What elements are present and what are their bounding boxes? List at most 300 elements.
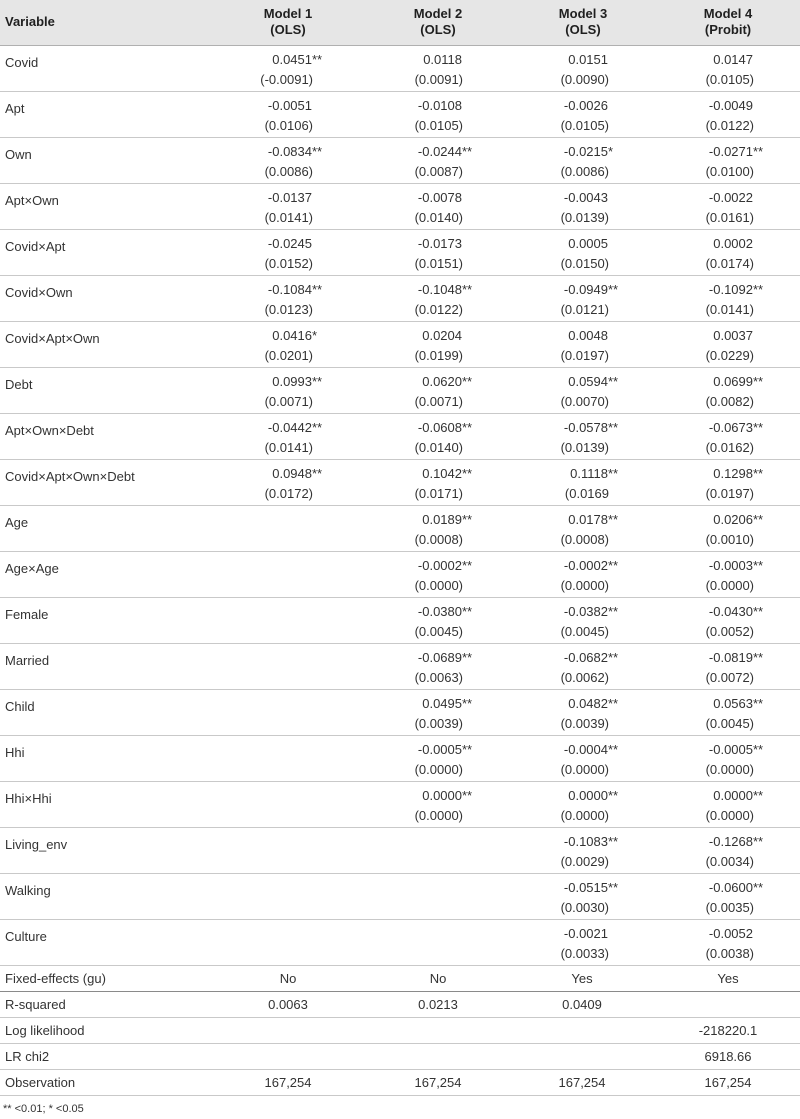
significance-stars: ** [312,466,323,481]
estimate-cell [250,328,325,364]
variable-label: Culture [5,929,47,944]
standard-error: (0.0199) [414,348,463,363]
coefficient [691,420,766,436]
coefficient-value: -0.0515 [563,880,608,895]
estimate-cell [250,282,325,318]
standard-error: (0.0087) [414,164,463,179]
estimate-cell [691,834,766,870]
standard-error: (0.0038) [705,946,754,961]
significance-stars: ** [312,374,323,389]
standard-error: (0.0010) [705,532,754,547]
coefficient [546,282,621,298]
standard-error: (0.0105) [560,118,609,133]
significance-stars: * [312,328,318,343]
coefficient-value: 0.0000 [422,788,462,803]
variable-label: Female [5,607,49,622]
standard-error: (0.0140) [414,210,463,225]
estimate-cell [691,466,766,502]
estimate-cell [250,374,325,410]
coefficient-value: 0.0416 [272,328,312,343]
footnote: ** <0.01; * <0.05 [3,1103,84,1115]
coefficient-value: -0.0215 [563,144,608,159]
significance-stars: ** [753,282,764,297]
coefficient [250,98,325,114]
table-row [0,552,800,598]
estimate-cell [250,144,325,180]
estimate-cell [400,52,475,88]
standard-error: (0.0030) [560,900,609,915]
coefficient [691,144,766,160]
variable-label: Own [5,147,32,162]
standard-error: (0.0229) [705,348,754,363]
coefficient-value: 0.0005 [568,236,608,251]
model-4-header [658,6,798,38]
variable-label: Apt×Own×Debt [5,423,94,438]
estimate-cell [400,696,475,732]
estimate-cell [546,374,621,410]
coefficient [400,604,475,620]
table-row [0,828,800,874]
variable-label: Age×Age [5,561,59,576]
model-4-name: Model 4 [703,6,753,21]
estimate-cell [250,52,325,88]
significance-stars: ** [753,880,764,895]
table-row [0,506,800,552]
significance-stars: ** [462,650,473,665]
standard-error: (0.0063) [414,670,463,685]
standard-error: (0.0000) [414,578,463,593]
coefficient-value: -0.0834 [267,144,312,159]
standard-error: (0.0139) [560,210,609,225]
coefficient-value: -0.0021 [563,926,608,941]
coefficient [400,420,475,436]
significance-stars: ** [608,742,619,757]
coefficient [250,420,325,436]
coefficient [691,880,766,896]
summary-value: 167,254 [264,1075,312,1090]
summary-value: No [429,971,447,986]
coefficient-value: -0.0600 [708,880,753,895]
standard-error: (0.0000) [705,808,754,823]
significance-stars: ** [753,466,764,481]
significance-stars: ** [608,512,619,527]
coefficient-value: 0.0037 [713,328,753,343]
coefficient-value: -0.0673 [708,420,753,435]
coefficient [546,742,621,758]
significance-stars: ** [462,374,473,389]
coefficient [691,328,766,344]
coefficient-value: -0.0052 [708,926,753,941]
coefficient-value: 0.0699 [713,374,753,389]
coefficient [691,834,766,850]
standard-error: (0.0008) [414,532,463,547]
estimate-cell [546,144,621,180]
significance-stars: ** [462,604,473,619]
significance-stars: ** [753,420,764,435]
coefficient-value: -0.1048 [417,282,462,297]
standard-error: (0.0033) [560,946,609,961]
coefficient [400,558,475,574]
coefficient-value: -0.0689 [417,650,462,665]
estimate-cell [691,880,766,916]
estimate-cell [400,144,475,180]
coefficient [250,52,325,68]
summary-label: R-squared [5,997,66,1012]
significance-stars: ** [608,834,619,849]
significance-stars: ** [753,696,764,711]
standard-error: (0.0000) [560,578,609,593]
coefficient [400,236,475,252]
significance-stars: ** [608,558,619,573]
coefficient-value: -0.0108 [417,98,462,113]
standard-error: (0.0045) [560,624,609,639]
estimate-cell [250,466,325,502]
standard-error: (0.0086) [560,164,609,179]
estimate-cell [691,374,766,410]
table-row [0,92,800,138]
estimate-cell [691,604,766,640]
estimate-cell [546,880,621,916]
estimate-cell [546,512,621,548]
estimate-cell [400,282,475,318]
estimate-cell [691,236,766,272]
coefficient [400,282,475,298]
coefficient [546,328,621,344]
standard-error: (0.0034) [705,854,754,869]
coefficient [546,374,621,390]
estimate-cell [546,52,621,88]
estimate-cell [250,190,325,226]
estimate-cell [691,558,766,594]
coefficient [250,282,325,298]
variable-label: Age [5,515,29,530]
coefficient-value: 0.0151 [568,52,608,67]
coefficient-value: -0.0245 [267,236,312,251]
coefficient [400,788,475,804]
variable-label: Covid×Apt×Own×Debt [5,469,135,484]
standard-error: (0.0000) [560,762,609,777]
table-row [0,230,800,276]
model-1-header [218,6,358,38]
standard-error: (0.0045) [414,624,463,639]
estimate-cell [400,328,475,364]
summary-value: 167,254 [414,1075,462,1090]
coefficient-value: 0.0563 [713,696,753,711]
estimate-cell [546,328,621,364]
significance-stars: ** [312,282,323,297]
significance-stars: ** [462,788,473,803]
coefficient [546,420,621,436]
coefficient-value: 0.0620 [422,374,462,389]
coefficient [546,98,621,114]
coefficient [691,650,766,666]
coefficient-value: 0.0118 [423,52,462,67]
estimate-cell [546,926,621,962]
coefficient [691,788,766,804]
coefficient-value: -0.0002 [417,558,462,573]
summary-value: Yes [571,971,593,986]
significance-stars: ** [753,788,764,803]
estimate-cell [691,52,766,88]
coefficient [546,834,621,850]
significance-stars: ** [312,420,323,435]
estimate-cell [691,512,766,548]
estimate-cell [691,650,766,686]
standard-error: (0.0052) [705,624,754,639]
significance-stars: ** [753,558,764,573]
coefficient-value: -0.0003 [708,558,753,573]
standard-error: (0.0100) [705,164,754,179]
standard-error: (0.0141) [264,440,313,455]
estimate-cell [250,98,325,134]
estimate-cell [691,190,766,226]
coefficient [250,374,325,390]
significance-stars: ** [753,144,764,159]
coefficient-value: -0.0022 [708,190,753,205]
standard-error: (0.0140) [414,440,463,455]
significance-stars: ** [753,650,764,665]
significance-stars: ** [462,512,473,527]
coefficient [546,788,621,804]
standard-error: (0.0039) [414,716,463,731]
variable-label: Apt [5,101,25,116]
significance-stars: ** [608,650,619,665]
significance-stars: ** [608,788,619,803]
coefficient [546,190,621,206]
coefficient-value: -0.0271 [708,144,753,159]
variable-label: Hhi×Hhi [5,791,52,806]
estimate-cell [546,236,621,272]
significance-stars: ** [753,742,764,757]
estimate-cell [546,604,621,640]
summary-label: Fixed-effects (gu) [5,971,106,986]
coefficient-value: 0.1118 [570,466,608,481]
coefficient [250,236,325,252]
coefficient-value: -0.0005 [708,742,753,757]
estimate-cell [400,190,475,226]
estimate-cell [400,604,475,640]
standard-error: (0.0169 [564,486,609,501]
estimate-cell [546,98,621,134]
standard-error: (0.0086) [264,164,313,179]
coefficient [400,374,475,390]
variable-label: Walking [5,883,51,898]
coefficient [691,926,766,942]
standard-error: (0.0171) [414,486,463,501]
estimate-cell [400,236,475,272]
estimate-cell [691,742,766,778]
summary-value: -218220.1 [698,1023,758,1038]
standard-error: (0.0106) [264,118,313,133]
estimate-cell [691,98,766,134]
coefficient-value: 0.0189 [422,512,462,527]
standard-error: (0.0151) [414,256,463,271]
significance-stars: ** [753,374,764,389]
table-row [0,276,800,322]
coefficient-value: -0.0382 [563,604,608,619]
estimate-cell [546,190,621,226]
estimate-cell [546,788,621,824]
table-row [0,874,800,920]
table-row [0,368,800,414]
model-2-method: (OLS) [420,22,456,37]
table-row [0,460,800,506]
coefficient-value: -0.0173 [417,236,462,251]
estimate-cell [400,558,475,594]
standard-error: (0.0000) [414,762,463,777]
summary-label: Observation [5,1075,76,1090]
coefficient-value: -0.1092 [708,282,753,297]
standard-error: (0.0105) [705,72,754,87]
coefficient-value: -0.1268 [708,834,753,849]
standard-error: (0.0039) [560,716,609,731]
coefficient [691,466,766,482]
model-3-name: Model 3 [558,6,608,21]
coefficient-value: -0.0078 [417,190,462,205]
coefficient-value: 0.0482 [568,696,608,711]
coefficient-value: 0.0178 [568,512,608,527]
table-row [0,644,800,690]
summary-value: No [279,971,297,986]
variable-label: Hhi [5,745,25,760]
model-3-method: (OLS) [565,22,601,37]
estimate-cell [546,650,621,686]
coefficient [691,604,766,620]
coefficient [546,696,621,712]
variable-label: Apt×Own [5,193,59,208]
standard-error: (0.0141) [705,302,754,317]
standard-error: (0.0035) [705,900,754,915]
table-row [0,184,800,230]
estimate-cell [691,788,766,824]
standard-error: (0.0197) [560,348,609,363]
table-row [0,322,800,368]
coefficient [400,650,475,666]
model-1-method: (OLS) [270,22,306,37]
estimate-cell [400,742,475,778]
variable-label: Living_env [5,837,68,852]
estimate-cell [691,282,766,318]
coefficient [400,512,475,528]
estimate-cell [400,98,475,134]
standard-error: (0.0152) [264,256,313,271]
coefficient-value: -0.0430 [708,604,753,619]
coefficient-value: -0.0608 [417,420,462,435]
coefficient [546,926,621,942]
variable-label: Married [5,653,50,668]
coefficient-value: 0.0147 [713,52,753,67]
summary-value: 167,254 [558,1075,606,1090]
significance-stars: ** [753,512,764,527]
coefficient [400,190,475,206]
significance-stars: ** [462,282,473,297]
coefficient-value: -0.1084 [267,282,312,297]
standard-error: (0.0008) [560,532,609,547]
table-row [0,46,800,92]
significance-stars: ** [608,420,619,435]
coefficient-value: -0.0949 [563,282,608,297]
coefficient [400,696,475,712]
coefficient [546,650,621,666]
coefficient [250,144,325,160]
significance-stars: * [608,144,614,159]
coefficient-value: 0.0594 [568,374,608,389]
coefficient-value: 0.0993 [272,374,312,389]
standard-error: (0.0090) [560,72,609,87]
estimate-cell [400,650,475,686]
summary-row [0,1044,800,1070]
model-3-header [513,6,653,38]
standard-error: (0.0071) [414,394,463,409]
coefficient [400,52,475,68]
significance-stars: ** [462,420,473,435]
variable-label: Covid×Apt×Own [5,331,100,346]
coefficient-value: -0.0005 [417,742,462,757]
summary-value: 167,254 [704,1075,752,1090]
estimate-cell [546,696,621,732]
significance-stars: ** [608,880,619,895]
standard-error: (0.0070) [560,394,609,409]
standard-error: (0.0150) [560,256,609,271]
significance-stars: ** [753,604,764,619]
coefficient [546,512,621,528]
coefficient [691,236,766,252]
standard-error: (0.0121) [560,302,609,317]
coefficient [546,604,621,620]
variable-label: Covid×Apt [5,239,66,254]
coefficient-value: -0.0682 [563,650,608,665]
estimate-cell [250,420,325,456]
coefficient-value: 0.1042 [422,466,462,481]
coefficient-value: -0.0442 [267,420,312,435]
coefficient-value: -0.0380 [417,604,462,619]
standard-error: (0.0062) [560,670,609,685]
coefficient [546,236,621,252]
coefficient [546,880,621,896]
coefficient-value: 0.0002 [713,236,753,251]
coefficient [546,466,621,482]
coefficient [250,190,325,206]
coefficient [546,52,621,68]
standard-error: (-0.0091) [260,72,313,87]
coefficient [691,742,766,758]
significance-stars: ** [608,466,619,481]
variable-label: Debt [5,377,33,392]
summary-value: Yes [717,971,739,986]
coefficient-value: 0.0204 [422,328,462,343]
summary-row [0,1018,800,1044]
model-2-name: Model 2 [413,6,463,21]
standard-error: (0.0071) [264,394,313,409]
standard-error: (0.0082) [705,394,754,409]
significance-stars: ** [608,374,619,389]
coefficient [546,144,621,160]
standard-error: (0.0139) [560,440,609,455]
standard-error: (0.0000) [560,808,609,823]
coefficient [250,466,325,482]
summary-label: Log likelihood [5,1023,85,1038]
standard-error: (0.0201) [264,348,313,363]
coefficient [691,52,766,68]
coefficient-value: -0.1083 [563,834,608,849]
standard-error: (0.0174) [705,256,754,271]
summary-value: 0.0063 [268,997,308,1012]
coefficient-value: -0.0137 [267,190,312,205]
table-summary [0,966,800,1096]
standard-error: (0.0122) [705,118,754,133]
coefficient [691,374,766,390]
standard-error: (0.0123) [264,302,313,317]
